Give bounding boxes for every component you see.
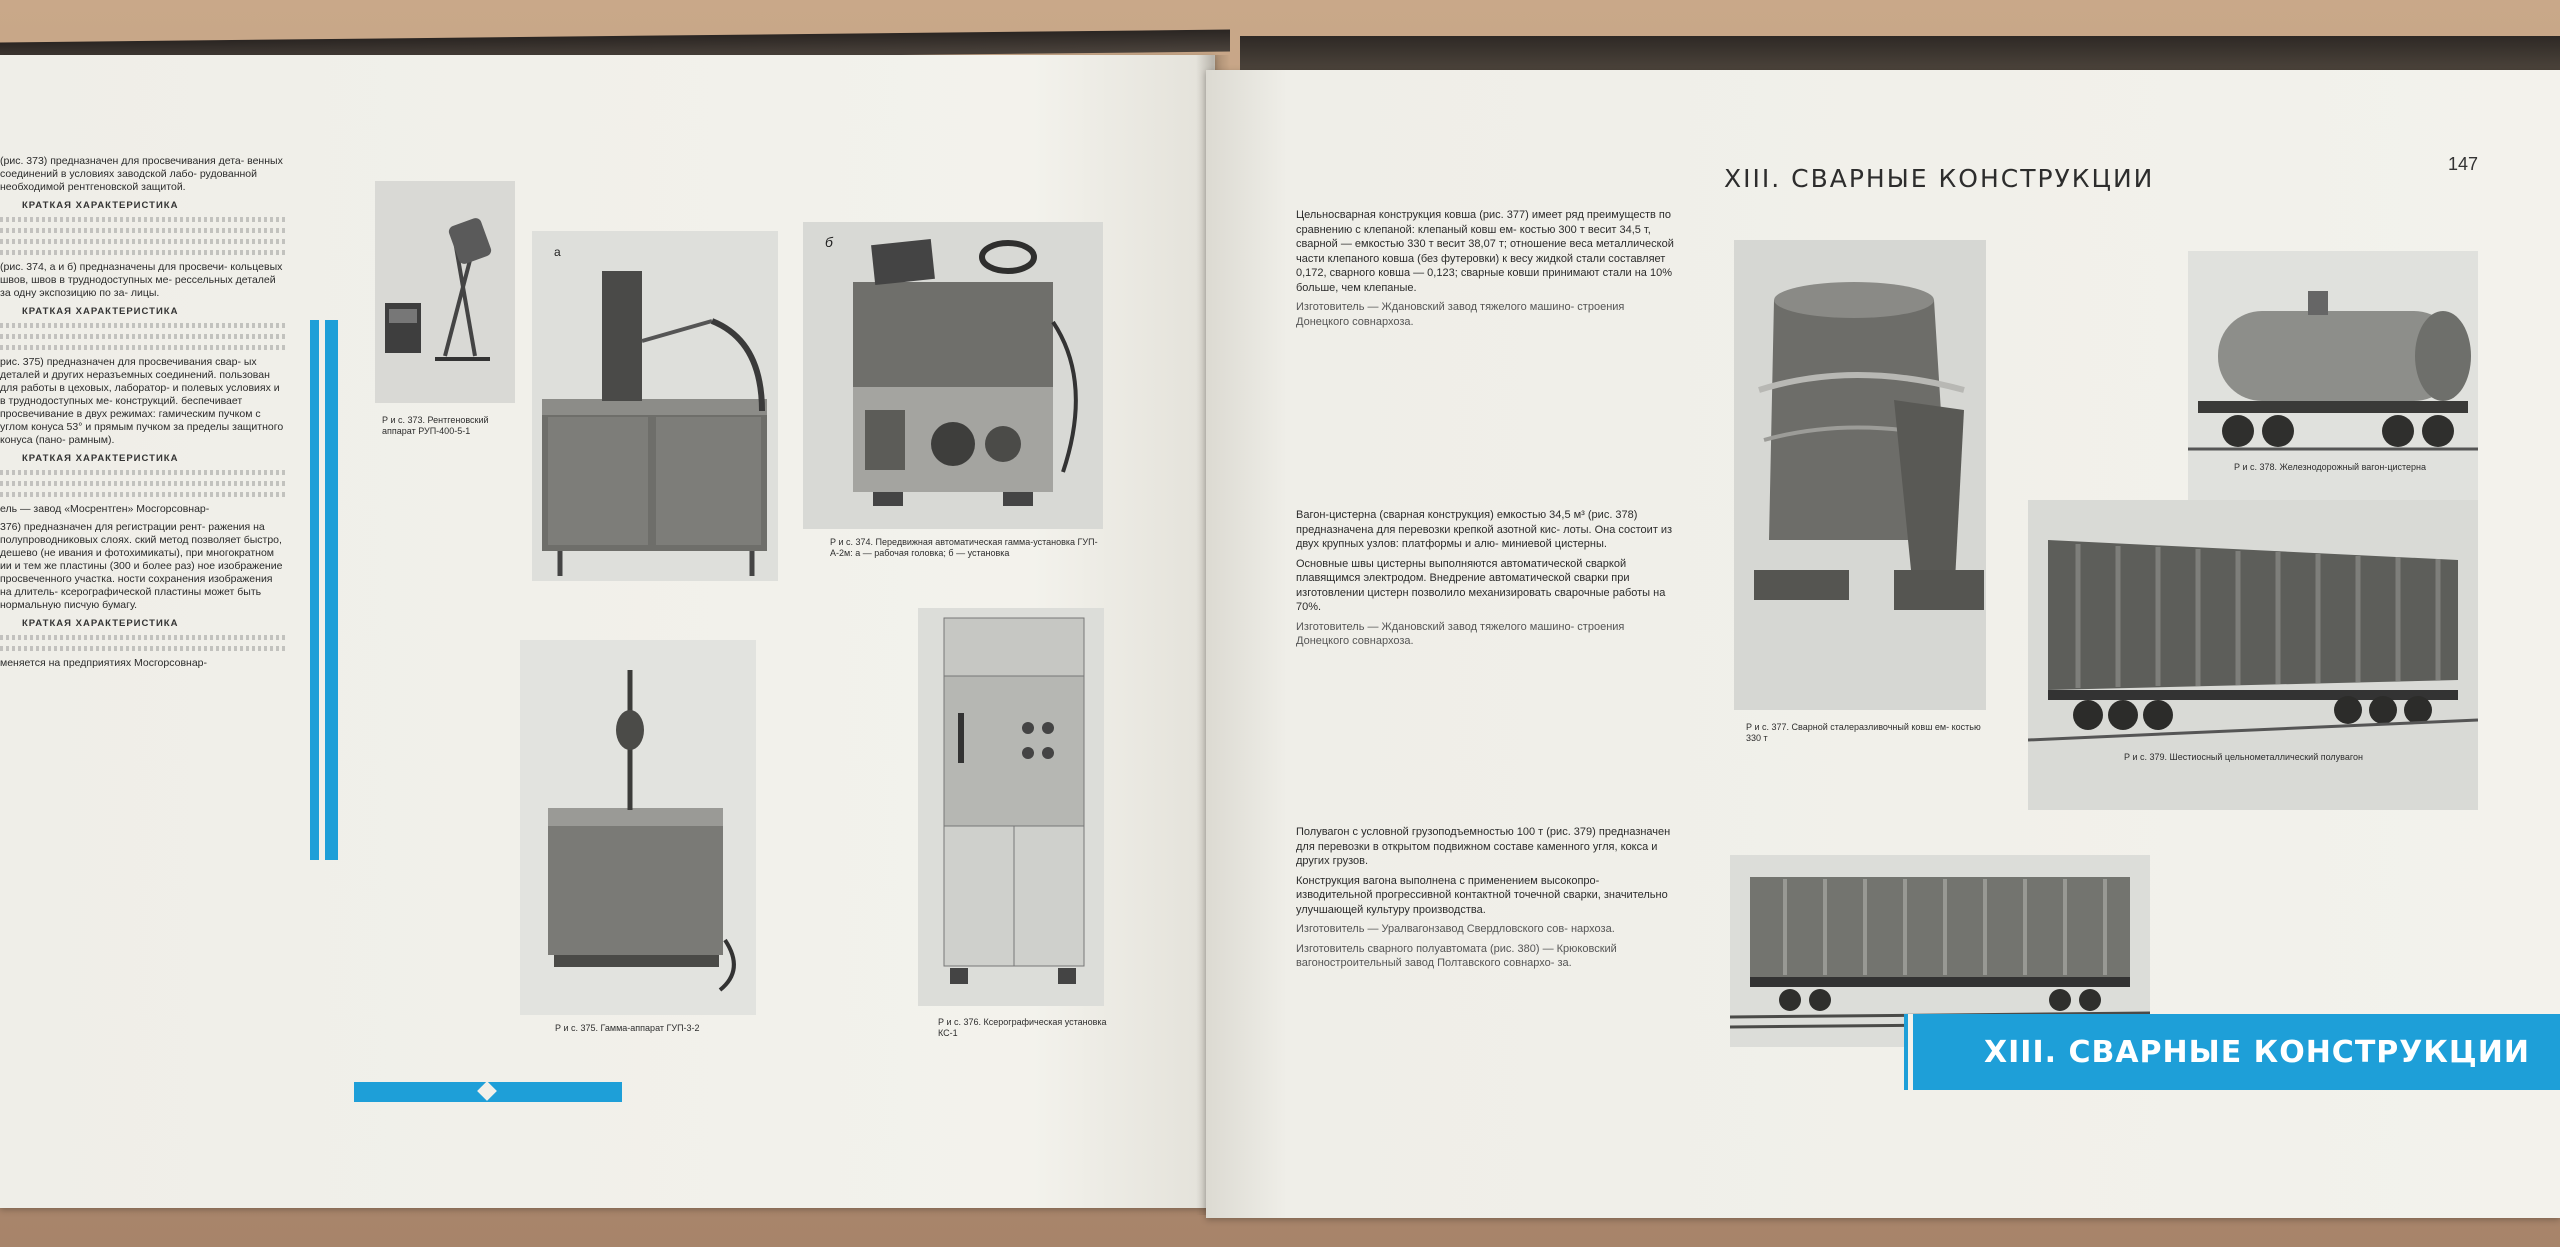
caption-fig376: Р и с. 376. Ксерографическая установка КС-1 [938,1017,1107,1038]
manufacturer-fig380: Изготовитель сварного полуавтомата (рис. 380) — Крюковский вагоностроительный завод Полтавского совнархо- за. [1296,942,1617,969]
text-block-gondola [1296,825,1676,976]
spec-lines [0,492,285,497]
diamond-ornament [477,1081,497,1101]
left-page [0,55,1215,1208]
paragraph-fig376: 376) предназначен для регистрации рент- ражения на полупроводниковых слоях. ский метод позволяет быстро, дешево (не ивания и фотохимикаты), при многократном ии и тем же пластины (300 и более раз) ное изображение просвеченного участка. ности сохранения изображения на длитель- ксерографической пластины может быть нормальную писчую бумагу. [0,521,283,611]
left-text-column [0,155,285,675]
photo-label-b: б [825,234,833,250]
paragraph-maker-fig375: ель — завод «Мосрентген» Мосгорсовнар- [0,503,210,515]
paragraph-fig379: Полувагон с условной грузоподъемностью 100 т (рис. 379) предназначен для перевозки в открытом подвижном составе каменного угля, кокса и других грузов. [1296,826,1671,867]
caption-fig373: Р и с. 373. Рентгеновский аппарат РУП-400-5-1 [382,415,489,436]
spec-lines [0,217,285,222]
paragraph-fig379-construction: Конструкция вагона выполнена с применением высокопро- изводительной прогрессивной контактной точечной сварки, значительно улучшающей культуру производства. [1296,874,1668,916]
spec-heading: КРАТКАЯ ХАРАКТЕРИСТИКА [22,200,179,211]
photo-fig377-ladle [1734,240,1986,710]
spec-heading: КРАТКАЯ ХАРАКТЕРИСТИКА [22,306,179,317]
manufacturer-fig378: Изготовитель — Ждановский завод тяжелого машино- строения Донецкого совнархоза. [1296,620,1625,647]
decorative-blue-bar [310,320,338,860]
paragraph-fig373: (рис. 373) предназначен для просвечивания дета- венных соединений в условиях заводской лабо- рудованной необходимой рентгеновской защитой. [0,155,283,193]
spec-lines [0,228,285,233]
caption-fig374: Р и с. 374. Передвижная автоматическая гамма-установка ГУП-А-2м: а — рабочая головка; б — установка [830,537,1098,558]
page-number: 147 [2448,154,2479,174]
spec-lines [0,323,285,328]
photo-fig378-tank-car [2188,251,2478,517]
spec-lines [0,481,285,486]
spec-lines [0,250,285,255]
paragraph-fig377: Цельносварная конструкция ковша (рис. 377) имеет ряд преимуществ по сравнению с клепаной: клепаный ковш ем- костью 300 т весит 34,5 т, сварной — емкостью 330 т весит 38,07 т; отношение веса металлической части клепаного ковша (без футеровки) к весу жидкой стали составляет 0,172, сварного ковша — 0,123; сварные ковши принимают стали на 10% больше, чем клепаные. [1296,209,1674,294]
text-block-tank-car [1296,508,1676,654]
spec-lines [0,334,285,339]
photo-fig374b-installation [803,222,1103,529]
photo-fig375-gamma-apparatus [520,640,756,1015]
manufacturer-fig379: Изготовитель — Уралвагонзавод Свердловского сов- нархоза. [1296,923,1615,935]
paragraph-fig378: Вагон-цистерна (сварная конструкция) емкостью 34,5 м³ (рис. 378) предназначена для перевозки крепкой азотной кис- лоты. Она состоит из двух крупных узлов: платформы и алю- миниевой цистерны. [1296,509,1673,550]
spec-lines [0,646,285,651]
spec-lines [0,239,285,244]
manufacturer-fig377: Изготовитель — Ждановский завод тяжелого машино- строения Донецкого совнархоза. [1296,301,1625,328]
photo-fig374a-work-head [532,231,778,581]
photo-fig379-gondola-car [2028,500,2478,810]
spec-lines [0,635,285,640]
paragraph-fig378-welding: Основные швы цистерны выполняются автоматической сваркой плавящимся электродом. Внедрение автоматической сварки при изготовлении цистерн позволило механизировать сварочные работы на 70%. [1296,557,1666,613]
paragraph-fig375: рис. 375) предназначен для просвечивания свар- ых деталей и других неразъемных соединений. пользован для работы в цеховых, лаборатор- и полевых условиях и в труднодоступных ме- конструкций. беспечивает просвечивание в двух режимах: гамическим пучком с углом конуса 53° и прямым пучком за пределы защитного конуса (пано- рамным). [0,356,284,446]
spec-heading: КРАТКАЯ ХАРАКТЕРИСТИКА [22,618,179,629]
banner-notch [1904,1014,1918,1090]
caption-fig378: Р и с. 378. Железнодорожный вагон-цистерна [2234,462,2427,472]
text-block-ladle [1296,208,1676,334]
section-title: XIII. СВАРНЫЕ КОНСТРУКЦИИ [1724,164,2155,193]
spec-lines [0,470,285,475]
section-banner [1904,1014,2560,1090]
decorative-blue-strip [354,1082,622,1102]
paragraph-fig374: (рис. 374, а и б) предназначены для просвечи- кольцевых швов, швов в труднодоступных ме- рессельных деталей за одну экспозицию по за- лицы. [0,261,283,299]
photo-label-a: а [554,245,561,259]
spec-lines [0,345,285,350]
caption-fig377: Р и с. 377. Сварной сталеразливочный ковш ем- костью 330 т [1746,722,1981,743]
photo-fig376-xerographic-unit [918,608,1104,1006]
caption-fig375: Р и с. 375. Гамма-аппарат ГУП-3-2 [555,1023,700,1033]
photo-fig373-xray-apparatus [375,181,515,403]
spec-heading: КРАТКАЯ ХАРАКТЕРИСТИКА [22,453,179,464]
caption-fig379: Р и с. 379. Шестиосный цельнометаллический полувагон [2124,752,2363,762]
paragraph-maker-fig376: меняется на предприятиях Мосгорсовнар- [0,657,207,669]
section-banner-title: XIII. СВАРНЫЕ КОНСТРУКЦИИ [1984,1034,2530,1070]
